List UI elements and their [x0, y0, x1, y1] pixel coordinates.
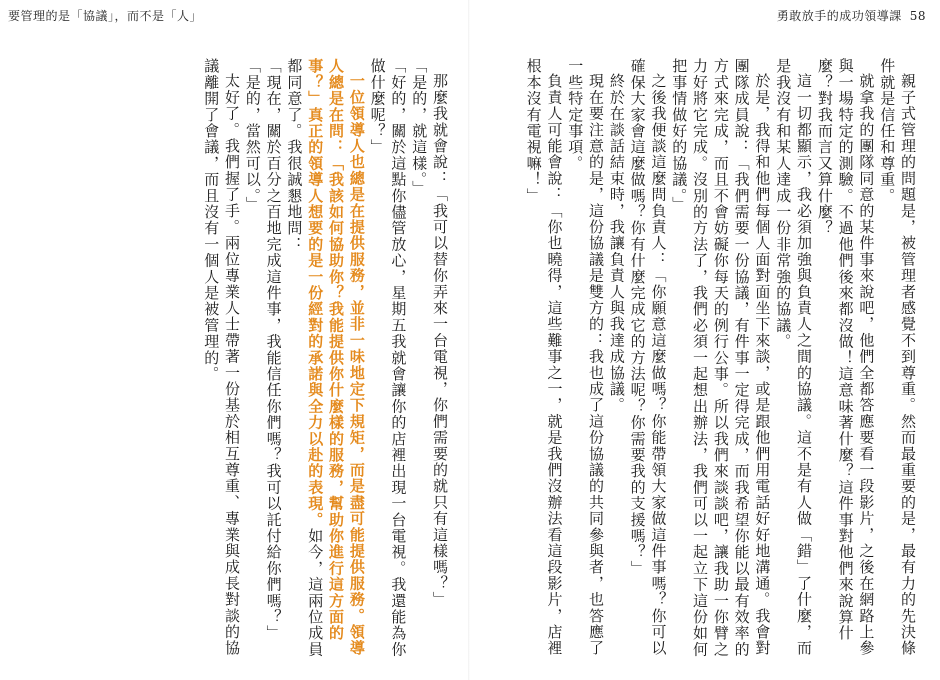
book-title: 勇敢放手的成功領導課 [776, 9, 902, 23]
paragraph-with-highlight [284, 58, 367, 658]
dialogue-line: 「現在，關於百分之百地完成這件事，我能信任你們嗎？我可以託付給你們嗎？」 [264, 58, 283, 642]
paragraph: 太好了。我們握了手。兩位專業人士帶著一份基於相互尊重、專業與成長對談的協議離開了會議，而且沒有一個人是被管理的。 [202, 58, 242, 657]
paragraph: 終於在談話結束時，我讓負責人與我達成協議。 [607, 73, 626, 414]
paragraph: 之後我便談這麼問負責人：「你願意這麼做嗎？你能帶領大家做這件事嗎？你可以確保大家會這麼做嗎？你有什麼完成它的方法呢？你需要我的支援嗎？」 [628, 58, 668, 657]
paragraph: 就拿我的團隊同意的某件事來說吧，他們全都答應要看一段影片，之後在網路上參與一場特定的測驗。不過他們後來都沒做！這意味著什麼？這件事對他們來說算什麼？對我而言又算什麼？ [815, 58, 876, 657]
paragraph: 於是，我得和他們每個人面對面坐下來談，或是跟他們用電話好好地溝通。我會對團隊成員說：「我們需要一份協議，有件事一定得完成，而我希望你能以最有效率的方式來完成，而且不會妨礙你每天的例行公事。所以我們來談談吧，讓我助一你臂之力好將它完成。沒別的方法了，我們必須一起想出辦法，我們可以一起立下這份如何把事情做好的協議。」 [670, 58, 772, 658]
paragraph: 負責人可能會說：「你也曉得，這些難事之一，就是我們沒辦法看這段影片，店裡根本沒有電視嘛！」 [524, 58, 564, 657]
paragraph: 親子式管理的問題是，被管理者感覺不到尊重。然而最重要的是，最有力的先決條件就是信任和尊重。 [878, 58, 917, 657]
paragraph: 那麼我就會說：「我可以替你弄來一台電視，你們需要的就只有這樣嗎？」 [431, 73, 449, 608]
paragraph-continuation: 如今，這兩位成員都同意了。我很誠懇地問： [285, 58, 325, 658]
dialogue-line: 「是的，就這樣。」 [410, 58, 429, 197]
left-running-head: 要管理的是「協議」，而不是「人」 [8, 9, 203, 23]
paragraph: 現在要注意的是，這份協議是雙方的：我也成了這份協議的共同參與者，也答應了一些特定事項。 [566, 58, 606, 657]
dialogue-line: 「好的，關於這點你儘管放心，星期五我就會讓你的店裡出現一台電視。我還能為你做什麼呢？」 [368, 58, 408, 658]
right-page-body [524, 58, 918, 658]
left-page-body [145, 58, 450, 658]
dialogue-line: 「是的，當然可以。」 [243, 58, 262, 213]
highlighted-passage: 一位領導人也總是在提供服務，並非一味地定下規矩，而是盡可能提供服務。領導人總是在問：「我該如何協助你？我能提供你什麼樣的服務，幫助你進行這方面的事？」真正的領導人想要的是一份經對的承諾與全力以赴的表現。 [306, 58, 366, 657]
right-running-head [777, 7, 926, 24]
right-page [470, 0, 940, 680]
paragraph: 這一切都顯示，我必須加強與負責人之間的協議。這不是有人做「錯」了什麼，而是我沒有和某人達成一份非常強的協議。 [774, 58, 814, 657]
page-number: 58 [909, 9, 926, 23]
